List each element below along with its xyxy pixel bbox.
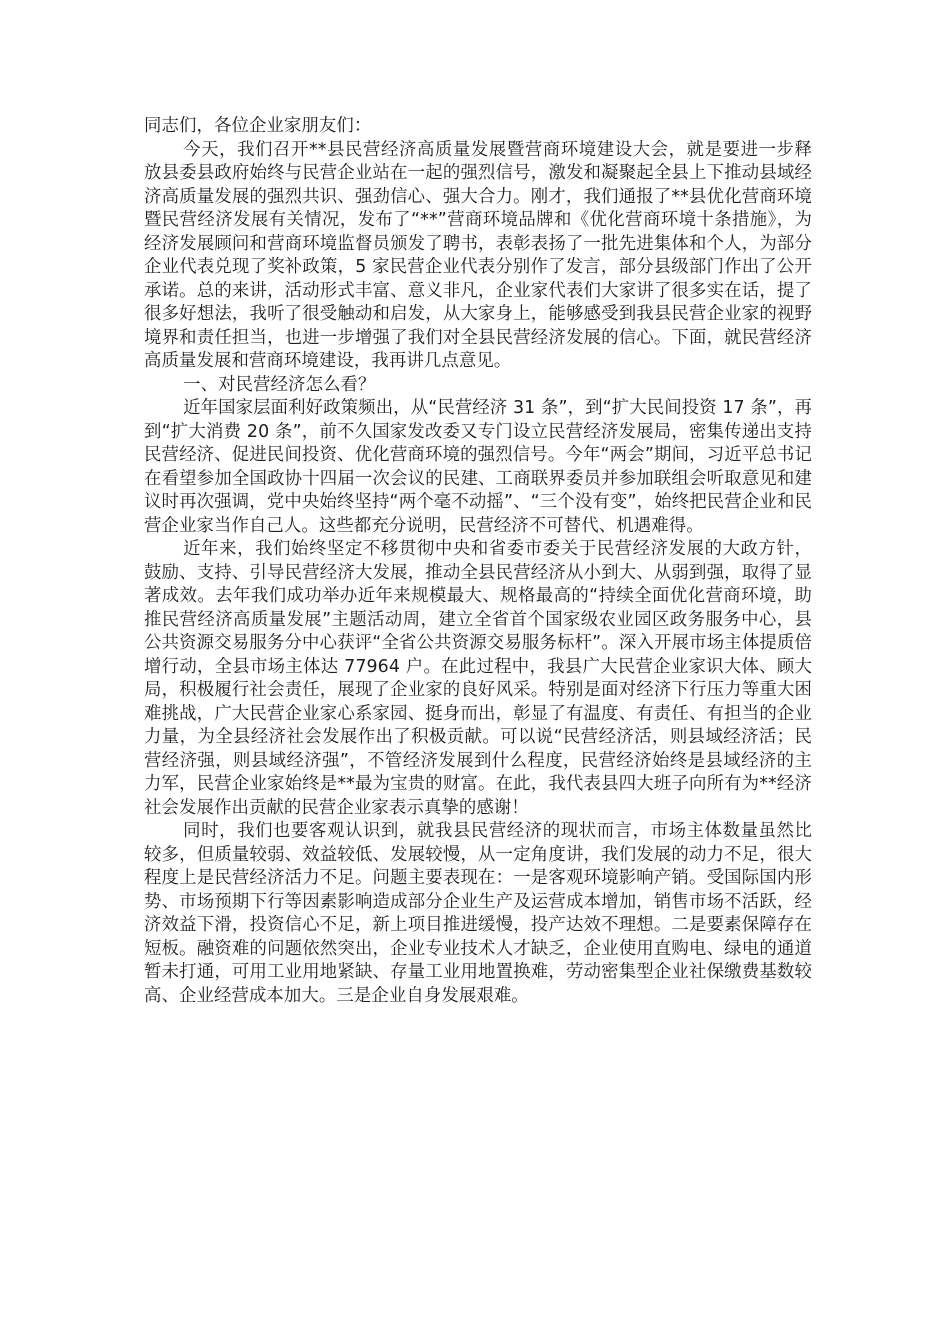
paragraph-problems: 同时，我们也要客观认识到，就我县民营经济的现状而言，市场主体数量虽然比较多，但质量较弱、效益较低、发展较慢，从一定角度讲，我们发展的动力不足，很大程度上是民营经济活力不足。问题主要表现在：一是客观环境影响产销。受国际国内形势、市场预期下行等因素影响造成部分企业生产及运营成本增加，销售市场不活跃，经济效益下滑，投资信心不足，新上项目推进缓慢，投产达效不理想。二是要素保障存在短板。融资难的问题依然突出，企业专业技术人才缺乏，企业使用直购电、绿电的通道暂未打通，可用工业用地紧缺、存量工业用地置换难，劳动密集型企业社保缴费基数较高、企业经营成本加大。三是企业自身发展艰难。 bbox=[144, 821, 812, 1006]
salutation: 同志们，各位企业家朋友们： bbox=[144, 116, 372, 136]
paragraph-achievements: 近年来，我们始终坚定不移贯彻中央和省委市委关于民营经济发展的大政方针，鼓励、支持、引导民营经济大发展，推动全县民营经济从小到大、从弱到强，取得了显著成效。去年我们成功举办近年来规模最大、规格最高的“持续全面优化营商环境，助推民营经济高质量发展”主题活动周，建立全省首个国家级农业园区政务服务中心，县公共资源交易服务分中心获评“全省公共资源交易服务标杆”。深入开展市场主体提质倍增行动，全县市场主体达 77964 户。在此过程中，我县广大民营企业家识大体、顾大局，积极履行社会责任，展现了企业家的良好风采。特别是面对经济下行压力等重大困难挑战，广大民营企业家心系家园、挺身而出，彰显了有温度、有责任、有担当的企业力量，为全县经济社会发展作出了积极贡献。可以说“民营经济活，则县域经济活；民营经济强，则县域经济强”，不管经济发展到什么程度，民营经济始终是县域经济的主力军，民营企业家始终是**最为宝贵的财富。在此，我代表县四大班子向所有为**经济社会发展作出贡献的民营企业家表示真挚的感谢！ bbox=[144, 539, 812, 818]
paragraph-opening: 今天，我们召开**县民营经济高质量发展暨营商环境建设大会，就是要进一步释放县委县政府始终与民营企业站在一起的强烈信号，激发和凝聚起全县上下推动县域经济高质量发展的强烈共识、强劲信心、强大合力。刚才，我们通报了**县优化营商环境暨民营经济发展有关情况，发布了“**”营商环境品牌和《优化营商环境十条措施》，为经济发展顾问和营商环境监督员颁发了聘书，表彰表扬了一批先进集体和个人，为部分企业代表兑现了奖补政策，5 家民营企业代表分别作了发言，部分县级部门作出了公开承诺。总的来讲，活动形式丰富、意义非凡，企业家代表们大家讲了很多实在话，提了很多好想法，我听了很受触动和启发，从大家身上，能够感受到我县民营企业家的视野境界和责任担当，也进一步增强了我们对全县民营经济发展的信心。下面，就民营经济高质量发展和营商环境建设，我再讲几点意见。 bbox=[144, 139, 812, 371]
document-page bbox=[144, 115, 812, 1008]
paragraph-policy: 近年国家层面利好政策频出，从“民营经济 31 条”，到“扩大民间投资 17 条”，再到“扩大消费 20 条”，前不久国家发改委又专门设立民营经济发展局，密集传递出支持民营经济、促进民间投资、优化营商环境的强烈信号。今年“两会”期间，习近平总书记在看望参加全国政协十四届一次会议的民建、工商联界委员并参加联组会听取意见和建议时再次强调，党中央始终坚持“两个毫不动摇”、“三个没有变”，始终把民营企业和民营企业家当作自己人。这些都充分说明，民营经济不可替代、机遇难得。 bbox=[144, 398, 812, 536]
section-heading-1: 一、对民营经济怎么看？ bbox=[183, 374, 376, 395]
